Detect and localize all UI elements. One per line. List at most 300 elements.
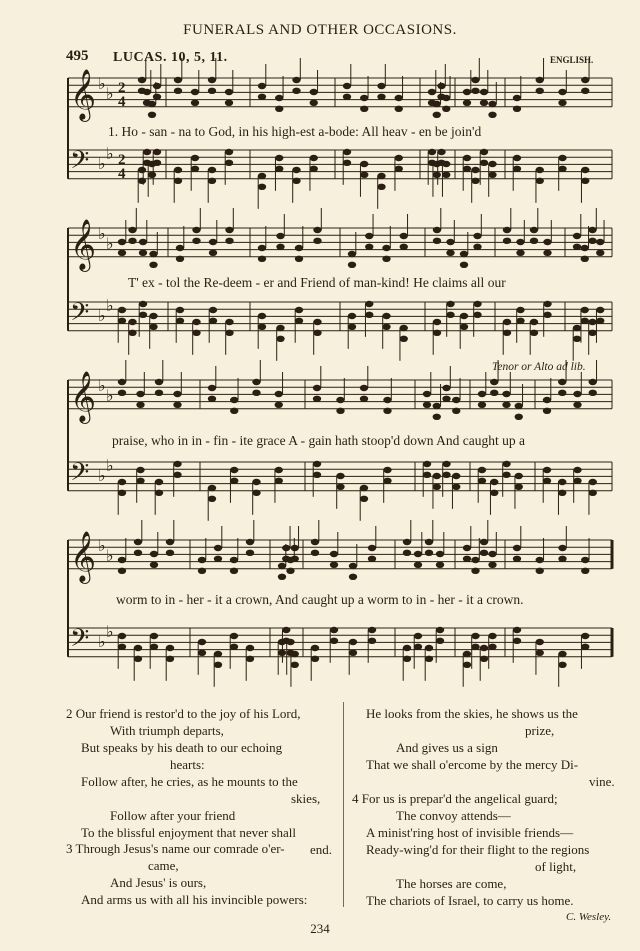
note-head [118, 307, 126, 313]
note-head [480, 149, 488, 155]
note-head [503, 319, 511, 325]
note-head [128, 227, 136, 233]
key-flat-icon: ♭ [106, 546, 114, 565]
note-head [433, 319, 441, 325]
bass-clef-icon: 𝄢 [70, 145, 90, 181]
note-head [155, 490, 163, 496]
verse-3-line: And arms us with all his invincible powers: [81, 892, 308, 907]
note-head [148, 172, 156, 178]
note-head [208, 396, 216, 402]
note-head [573, 478, 581, 484]
note-head [360, 396, 368, 402]
note-head [214, 545, 222, 551]
note-head [360, 106, 368, 112]
note-head [225, 330, 233, 336]
key-flat-icon: ♭ [98, 536, 106, 555]
note-head [442, 461, 450, 467]
note-head [502, 391, 510, 397]
note-head [348, 262, 356, 268]
verse-3-line: came, [148, 858, 179, 873]
note-head [516, 239, 524, 245]
note-head [330, 627, 338, 633]
note-head [192, 227, 200, 233]
note-head [463, 662, 471, 668]
note-head [139, 250, 147, 256]
note-head [383, 478, 391, 484]
note-head [558, 490, 566, 496]
note-head [543, 397, 551, 403]
note-head [136, 467, 144, 473]
note-head [295, 307, 303, 313]
note-head [313, 396, 321, 402]
note-head [118, 318, 126, 324]
note-head [173, 402, 181, 408]
note-head [118, 557, 126, 563]
note-head [148, 112, 156, 118]
note-head [589, 379, 597, 385]
key-flat-icon: ♭ [98, 466, 106, 485]
note-head [395, 155, 403, 161]
note-head [588, 238, 596, 244]
note-head [138, 178, 146, 184]
note-head [166, 656, 174, 662]
note-head [543, 467, 551, 473]
note-head [471, 557, 479, 563]
note-head [433, 172, 441, 178]
note-head [471, 568, 479, 574]
note-head [252, 379, 260, 385]
note-head [460, 324, 468, 330]
key-flat-icon: ♭ [106, 234, 114, 253]
lyric-line-2: T' ex - tol the Re-deem - er and Friend of man-kind! He claims all our [128, 275, 506, 290]
note-head [191, 100, 199, 106]
note-head [589, 479, 597, 485]
note-head [291, 545, 299, 551]
note-head [348, 313, 356, 319]
note-head [368, 638, 376, 644]
note-head [536, 639, 544, 645]
note-head [230, 397, 238, 403]
note-head [155, 479, 163, 485]
note-head [558, 479, 566, 485]
note-head [174, 178, 182, 184]
note-head [573, 233, 581, 239]
note-head [336, 484, 344, 490]
note-head [208, 88, 216, 94]
note-head [536, 167, 544, 173]
note-head [311, 656, 319, 662]
note-head [442, 385, 450, 391]
note-head [230, 408, 238, 414]
note-head [150, 644, 158, 650]
note-head [558, 89, 566, 95]
note-head [155, 379, 163, 385]
note-head [403, 539, 411, 545]
note-head [275, 95, 283, 101]
note-head [153, 83, 161, 89]
note-head [166, 550, 174, 556]
tune-name: LUCAS. 10, 5, 11. [113, 50, 228, 65]
note-head [543, 478, 551, 484]
note-head [581, 644, 589, 650]
note-head [536, 77, 544, 83]
note-head [291, 651, 299, 657]
note-head [198, 639, 206, 645]
note-head [173, 391, 181, 397]
verse-2-line: But speaks by his death to our echoing [81, 740, 283, 755]
note-head [136, 478, 144, 484]
lyric-line-3: praise, who in in - fin - ite grace A - gain hath stoop'd down And caught up a [112, 433, 525, 448]
note-head [513, 95, 521, 101]
note-head [403, 645, 411, 651]
note-head [252, 390, 260, 396]
note-head [118, 390, 126, 396]
note-head [463, 100, 471, 106]
note-head [118, 490, 126, 496]
note-head [446, 312, 454, 318]
note-head [330, 551, 338, 557]
note-head [136, 402, 144, 408]
note-head [543, 239, 551, 245]
note-head [473, 233, 481, 239]
note-head [478, 391, 486, 397]
bass-clef-icon: 𝄢 [70, 457, 90, 493]
lyric-line-1: 1. Ho - san - na to God, in his high-est a-bode: All heav - en be join'd [108, 124, 482, 139]
note-head [153, 160, 161, 166]
note-head [471, 633, 479, 639]
note-head [480, 550, 488, 556]
note-head [425, 539, 433, 545]
note-head [382, 313, 390, 319]
note-head [134, 645, 142, 651]
note-head [490, 490, 498, 496]
note-head [143, 89, 151, 95]
note-head [436, 638, 444, 644]
note-head [225, 100, 233, 106]
note-head [311, 550, 319, 556]
note-head [295, 256, 303, 262]
note-head [349, 563, 357, 569]
note-head [310, 100, 318, 106]
note-head [442, 396, 450, 402]
column-divider [343, 702, 344, 907]
note-head [442, 106, 450, 112]
note-head [360, 161, 368, 167]
key-flat-icon: ♭ [106, 456, 114, 475]
verse-4-line: of light, [535, 859, 577, 874]
note-head [460, 313, 468, 319]
note-head [589, 390, 597, 396]
note-head [425, 550, 433, 556]
note-head [581, 167, 589, 173]
note-head [134, 656, 142, 662]
note-head [573, 391, 581, 397]
note-head [433, 112, 441, 118]
note-head [446, 301, 454, 307]
note-head [581, 633, 589, 639]
note-head [349, 639, 357, 645]
note-head [310, 155, 318, 161]
verse-3b-line: And gives us a sign [396, 740, 498, 755]
note-head [558, 100, 566, 106]
note-head [192, 330, 200, 336]
note-head [588, 330, 596, 336]
note-head [282, 545, 290, 551]
note-head [428, 149, 436, 155]
note-head [368, 556, 376, 562]
note-head [118, 250, 126, 256]
verse-2-line: 2 Our friend is restor'd to the joy of his Lord, [66, 706, 301, 721]
note-head [395, 166, 403, 172]
verse-4-line: A minist'ring host of invisible friends— [366, 825, 574, 840]
verse-3b-line: That we shall o'ercome by the mercy Di- [366, 757, 579, 772]
verse-4-line: The chariots of Israel, to carry us home. [366, 893, 574, 908]
note-head [471, 644, 479, 650]
note-head [292, 88, 300, 94]
note-head [258, 313, 266, 319]
note-head [258, 94, 266, 100]
note-head [488, 172, 496, 178]
verse-2-line: Follow after your friend [110, 808, 236, 823]
note-head [596, 250, 604, 256]
note-head [246, 645, 254, 651]
note-head [503, 238, 511, 244]
key-flat-icon: ♭ [106, 296, 114, 315]
note-head [275, 106, 283, 112]
note-head [214, 556, 222, 562]
note-head [208, 77, 216, 83]
note-head [174, 77, 182, 83]
note-head [463, 545, 471, 551]
note-head [543, 312, 551, 318]
note-head [433, 101, 441, 107]
note-head [258, 184, 266, 190]
note-head [365, 301, 373, 307]
note-head [480, 645, 488, 651]
note-head [191, 155, 199, 161]
note-head [365, 244, 373, 250]
note-head [516, 318, 524, 324]
note-head [536, 88, 544, 94]
note-head [365, 233, 373, 239]
note-head [433, 473, 441, 479]
note-head [463, 166, 471, 172]
note-head [588, 319, 596, 325]
note-head [176, 245, 184, 251]
note-head [543, 301, 551, 307]
note-head [433, 403, 441, 409]
note-head [480, 100, 488, 106]
note-head [191, 166, 199, 172]
note-head [330, 638, 338, 644]
verse-3b-line: He looks from the skies, he shows us the [366, 706, 578, 721]
note-head [258, 173, 266, 179]
note-head [581, 178, 589, 184]
note-head [360, 496, 368, 502]
note-head [596, 318, 604, 324]
note-head [348, 324, 356, 330]
note-head [414, 644, 422, 650]
note-head [513, 155, 521, 161]
note-head [149, 313, 157, 319]
note-head [437, 149, 445, 155]
note-head [360, 95, 368, 101]
note-head [149, 324, 157, 330]
verse-4-line: The horses are come, [396, 876, 507, 891]
note-head [395, 95, 403, 101]
note-head [433, 330, 441, 336]
note-head [258, 245, 266, 251]
note-head [581, 77, 589, 83]
note-head [198, 568, 206, 574]
note-head [150, 633, 158, 639]
note-head [471, 88, 479, 94]
note-head [295, 318, 303, 324]
note-head [192, 319, 200, 325]
note-head [209, 250, 217, 256]
note-head [276, 336, 284, 342]
note-head [118, 479, 126, 485]
key-flat-icon: ♭ [98, 632, 106, 651]
note-head [382, 245, 390, 251]
note-head [473, 244, 481, 250]
note-head [310, 89, 318, 95]
note-head [502, 472, 510, 478]
note-head [573, 402, 581, 408]
note-head [490, 479, 498, 485]
note-head [414, 633, 422, 639]
note-head [343, 160, 351, 166]
note-head [282, 627, 290, 633]
note-head [225, 319, 233, 325]
note-head [343, 149, 351, 155]
note-head [313, 385, 321, 391]
treble-clef-icon: 𝄞 [70, 68, 97, 120]
page-number: 234 [310, 921, 330, 936]
note-head [365, 312, 373, 318]
note-head [589, 490, 597, 496]
treble-clef-icon: 𝄞 [70, 218, 97, 270]
note-head [581, 245, 589, 251]
note-head [423, 461, 431, 467]
note-head [473, 301, 481, 307]
time-signature: 4 [118, 166, 126, 182]
verse-2-line: Follow after, he cries, as he mounts to the [81, 774, 298, 789]
note-head [134, 550, 142, 556]
note-head [230, 568, 238, 574]
note-head [437, 83, 445, 89]
note-head [403, 656, 411, 662]
note-head [360, 385, 368, 391]
note-head [173, 461, 181, 467]
note-head [291, 556, 299, 562]
note-head [480, 160, 488, 166]
verse-3b-line: vine. [589, 774, 615, 789]
note-head [558, 662, 566, 668]
note-head [558, 166, 566, 172]
note-head [423, 472, 431, 478]
note-head [275, 391, 283, 397]
note-head [143, 149, 151, 155]
note-head [360, 172, 368, 178]
treble-clef-icon: 𝄞 [70, 530, 97, 582]
note-head [166, 539, 174, 545]
note-head [349, 650, 357, 656]
note-head [377, 94, 385, 100]
note-head [515, 403, 523, 409]
key-flat-icon: ♭ [106, 144, 114, 163]
note-head [581, 557, 589, 563]
note-head [275, 155, 283, 161]
note-head [515, 473, 523, 479]
note-head [225, 227, 233, 233]
note-head [230, 467, 238, 473]
note-head [488, 644, 496, 650]
note-head [230, 557, 238, 563]
note-head [192, 238, 200, 244]
note-head [490, 390, 498, 396]
note-head [313, 319, 321, 325]
note-head [311, 539, 319, 545]
note-head [313, 472, 321, 478]
note-head [478, 467, 486, 473]
note-head [480, 89, 488, 95]
note-head [488, 112, 496, 118]
composer-origin: ENGLISH. [550, 55, 594, 65]
note-head [118, 633, 126, 639]
note-head [513, 166, 521, 172]
note-head [276, 233, 284, 239]
note-head [128, 319, 136, 325]
note-head [225, 160, 233, 166]
note-head [573, 467, 581, 473]
note-head [336, 473, 344, 479]
note-head [278, 574, 286, 580]
note-head [295, 245, 303, 251]
treble-clef-icon: 𝄞 [70, 370, 97, 422]
key-flat-icon: ♭ [106, 84, 114, 103]
note-head [513, 106, 521, 112]
note-head [436, 562, 444, 568]
note-head [149, 262, 157, 268]
note-head [502, 402, 510, 408]
note-head [174, 167, 182, 173]
note-head [581, 256, 589, 262]
note-head [150, 562, 158, 568]
note-head [349, 574, 357, 580]
note-head [377, 184, 385, 190]
note-head [343, 83, 351, 89]
note-head [208, 167, 216, 173]
note-head [433, 484, 441, 490]
note-head [436, 551, 444, 557]
note-head [214, 662, 222, 668]
note-head [198, 650, 206, 656]
note-head [246, 550, 254, 556]
key-flat-icon: ♭ [98, 154, 106, 173]
note-head [208, 485, 216, 491]
note-head [149, 251, 157, 257]
note-head [275, 467, 283, 473]
note-head [138, 77, 146, 83]
note-head [558, 155, 566, 161]
note-head [536, 568, 544, 574]
note-head [136, 391, 144, 397]
note-head [581, 307, 589, 313]
note-head [292, 178, 300, 184]
key-flat-icon: ♭ [98, 306, 106, 325]
note-head [292, 167, 300, 173]
